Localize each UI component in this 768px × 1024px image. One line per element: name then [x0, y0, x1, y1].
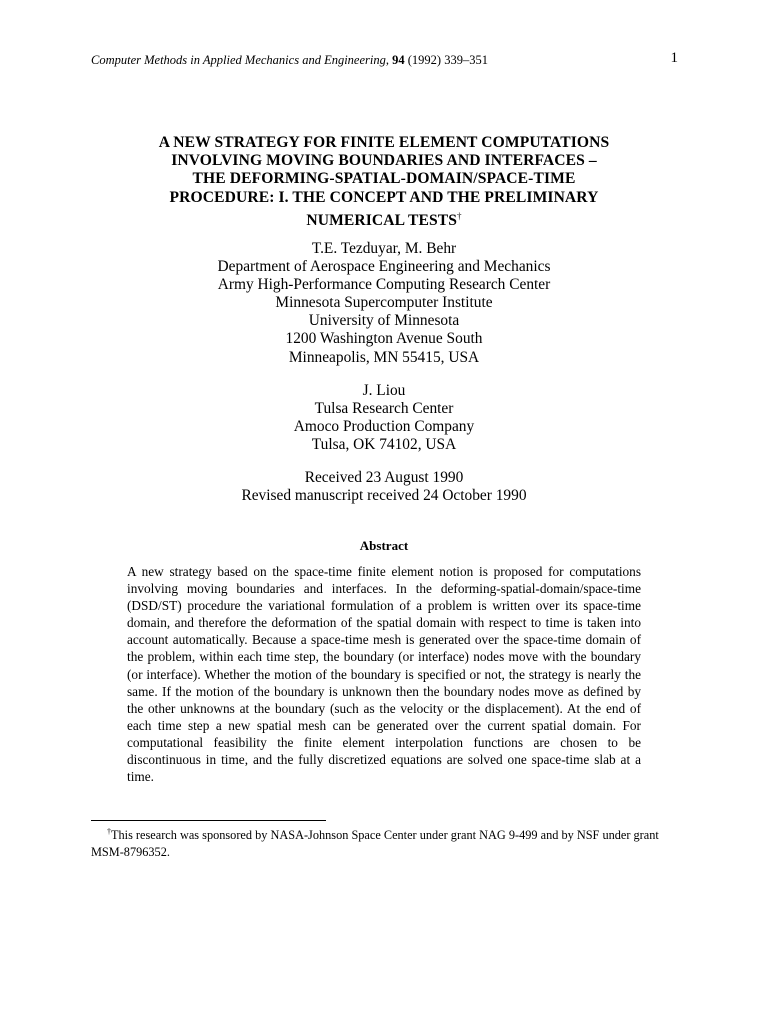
title-line: A NEW STRATEGY FOR FINITE ELEMENT COMPUTATIONS	[158, 134, 610, 151]
affiliation-line: Tulsa Research Center	[314, 400, 454, 418]
footnote	[91, 823, 681, 861]
affiliation-line: Minneapolis, MN 55415, USA	[288, 348, 480, 366]
author-affiliation-block-1	[100, 240, 668, 367]
title-footnote-mark: †	[457, 210, 462, 221]
footnote-mark: †	[107, 827, 111, 836]
journal-separator: ,	[385, 53, 389, 67]
revised-date: Revised manuscript received 24 October 1990	[241, 487, 527, 505]
manuscript-dates	[100, 469, 668, 505]
affiliation-line: Minnesota Supercomputer Institute	[275, 294, 493, 312]
abstract-text: A new strategy based on the space-time finite element notion is proposed for computations involving moving boundaries and interfaces. In the deforming-spatial-domain/space-time (DSD/ST) procedure the variational formulation of a problem is written over its space-time domain, and therefore the deformation of the spatial domain with respect to time is taken into account automatically. Because a space-time mesh is generated over the space-time domain of the problem, within each time step, the boundary (or interface) nodes move with the boundary (or interface). Whether the motion of the boundary is specified or not, the strategy is nearly the same. If the motion of the boundary is unknown then the boundary nodes move as defined by the other unknowns at the boundary (such as the velocity or the displacement). At the end of each time step a new spatial mesh can be generated over the current spatial domain. For computational feasibility the finite element interpolation functions are chosen to be discontinuous in time, and the fully discretized equations are solved one space-time slab at a time.	[127, 564, 641, 785]
author-names: T.E. Tezduyar, M. Behr	[311, 240, 457, 257]
affiliation-line: Department of Aerospace Engineering and Mechanics	[217, 258, 551, 276]
affiliation-line: Amoco Production Company	[293, 418, 475, 436]
journal-volume: 94	[392, 53, 405, 67]
running-header	[91, 50, 678, 70]
journal-year-pages: (1992) 339–351	[407, 53, 488, 67]
footnote-text: This research was sponsored by NASA-Johnson Space Center under grant NAG 9-499 and by NSF under grant MSM-8796352.	[91, 828, 659, 860]
abstract-heading: Abstract	[359, 538, 409, 553]
received-date: Received 23 August 1990	[304, 469, 464, 486]
title-line: PROCEDURE: I. THE CONCEPT AND THE PRELIMINARY	[169, 188, 599, 206]
title-line: NUMERICAL TESTS	[306, 212, 458, 229]
paper-title	[100, 134, 668, 230]
footnote-rule	[91, 820, 326, 821]
page-number: 1	[670, 50, 678, 66]
affiliation-line: Tulsa, OK 74102, USA	[311, 436, 457, 454]
journal-citation	[91, 53, 488, 68]
affiliation-line: University of Minnesota	[308, 312, 460, 330]
author-names: J. Liou	[362, 382, 406, 399]
title-line: INVOLVING MOVING BOUNDARIES AND INTERFACES –	[171, 152, 597, 170]
author-affiliation-block-2	[100, 382, 668, 454]
affiliation-line: Army High-Performance Computing Research Center	[217, 276, 551, 294]
affiliation-line: 1200 Washington Avenue South	[285, 330, 483, 348]
journal-name: Computer Methods in Applied Mechanics and Engineering	[91, 53, 386, 67]
title-line-last	[100, 207, 668, 230]
title-line: THE DEFORMING-SPATIAL-DOMAIN/SPACE-TIME	[192, 170, 576, 188]
